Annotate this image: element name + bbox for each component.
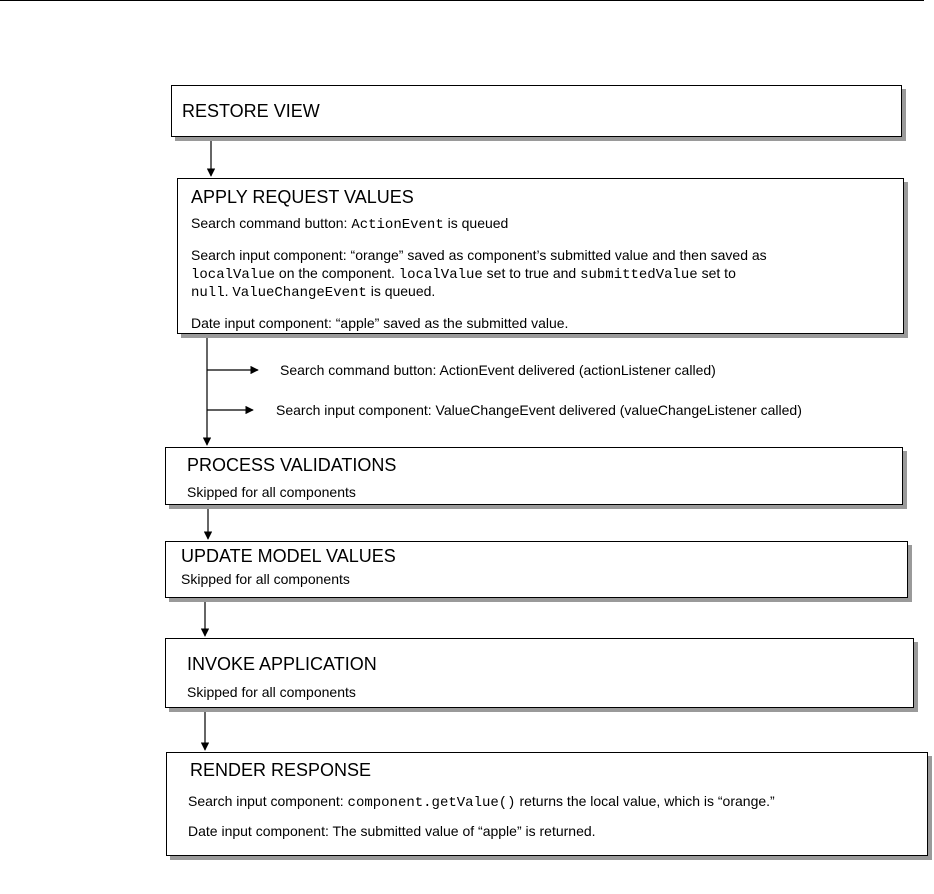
update-model-values-box xyxy=(165,541,908,598)
apply-request-line-local-value: localValue on the component. localValue set to true and submittedValue set to xyxy=(191,265,736,283)
apply-request-values-box xyxy=(177,178,904,334)
render-response-title: RENDER RESPONSE xyxy=(190,760,372,780)
render-response-line-get-value: Search input component: component.getValue() returns the local value, which is “orange.” xyxy=(188,793,775,811)
process-validations-text: Skipped for all components xyxy=(187,484,356,500)
value-change-event-delivered-label: Search input component: ValueChangeEvent delivered (valueChangeListener called) xyxy=(276,402,802,418)
apply-request-line-search-input: Search input component: “orange” saved as component’s submitted value and then saved as xyxy=(191,247,767,263)
process-validations-box xyxy=(165,447,903,505)
restore-view-box xyxy=(171,85,902,137)
process-validations-title: PROCESS VALIDATIONS xyxy=(187,455,397,475)
render-response-box xyxy=(166,752,928,856)
apply-request-line-action-queued: Search command button: ActionEvent is queued xyxy=(191,215,509,233)
invoke-application-text: Skipped for all components xyxy=(187,684,356,700)
invoke-application-box xyxy=(165,638,914,708)
invoke-application-title: INVOKE APPLICATION xyxy=(187,654,377,674)
update-model-values-title: UPDATE MODEL VALUES xyxy=(181,546,396,566)
restore-view-title: RESTORE VIEW xyxy=(182,101,320,121)
apply-request-values-title: APPLY REQUEST VALUES xyxy=(191,187,414,207)
apply-request-line-value-change-queued: null. ValueChangeEvent is queued. xyxy=(191,283,436,301)
apply-request-line-date-input: Date input component: “apple” saved as the submitted value. xyxy=(191,315,569,331)
action-event-delivered-label: Search command button: ActionEvent delivered (actionListener called) xyxy=(280,362,716,378)
render-response-line-date-input: Date input component: The submitted value of “apple” is returned. xyxy=(188,823,596,839)
update-model-values-text: Skipped for all components xyxy=(181,571,350,587)
